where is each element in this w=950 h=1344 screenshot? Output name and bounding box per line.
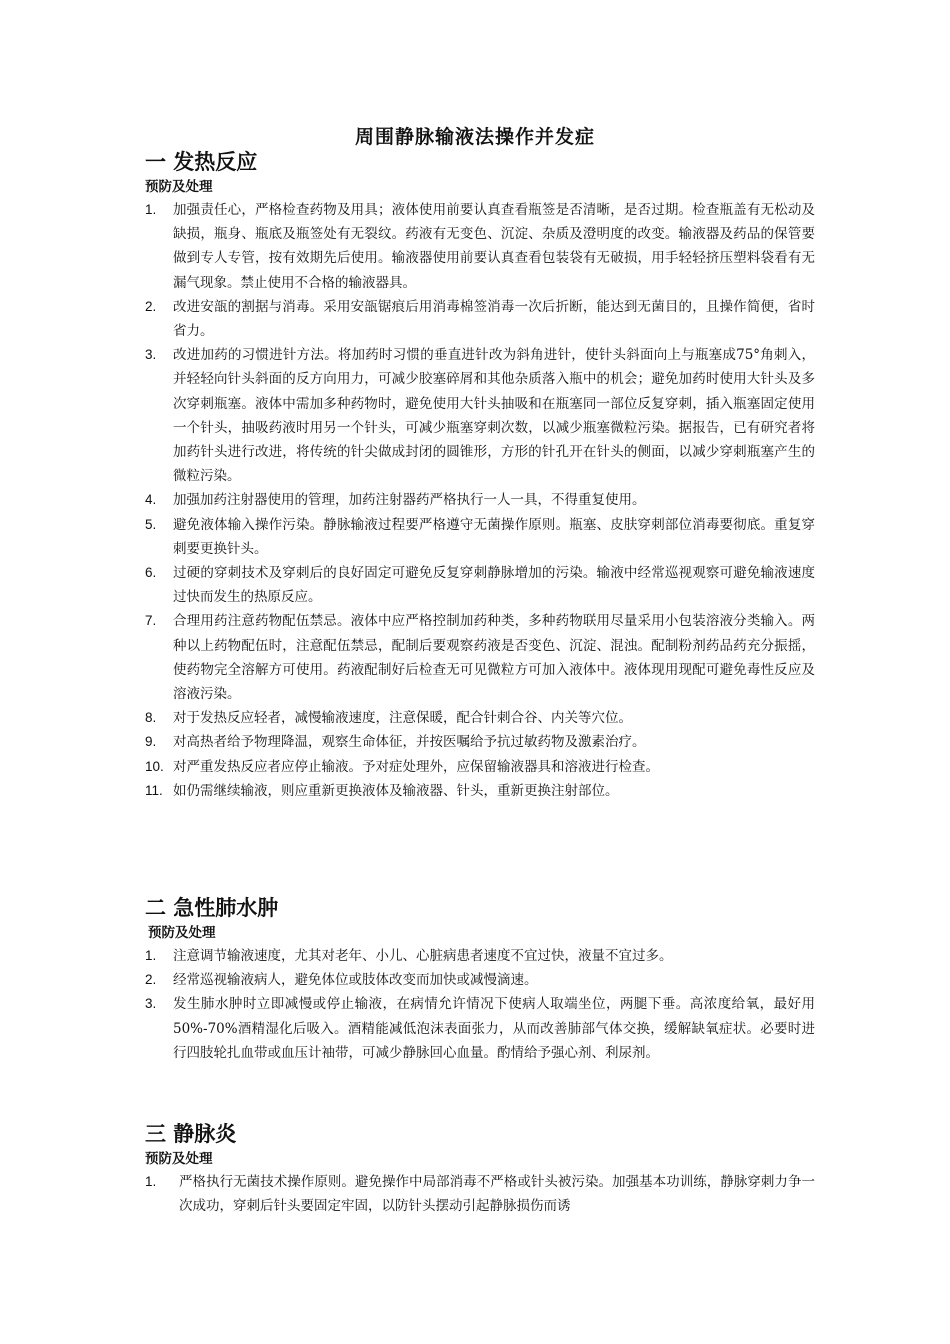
item-number: 8. <box>145 710 157 726</box>
list-item <box>145 513 815 561</box>
item-number: 2. <box>145 972 157 988</box>
item-text: 过硬的穿刺技术及穿刺后的良好固定可避免反复穿刺静脉增加的污染。输液中经常巡视观察可避免输液速度过快而发生的热原反应。 <box>173 565 815 606</box>
item-text: 加强加药注射器使用的管理，加药注射器药严格执行一人一具，不得重复使用。 <box>173 492 646 509</box>
item-number: 1. <box>145 202 157 217</box>
item-number: 4. <box>145 492 157 508</box>
section-acute-pulmonary-edema <box>145 894 815 1065</box>
list-item <box>145 198 815 295</box>
list-item <box>145 755 815 779</box>
item-number: 1. <box>145 1174 157 1189</box>
list-item <box>145 609 815 706</box>
list-item <box>145 779 815 803</box>
item-text: 改进安瓿的割据与消毒。采用安瓿锯痕后用消毒棉签消毒一次后折断，能达到无菌目的，且操作简便，省时省力。 <box>173 298 815 340</box>
section-heading: 三 静脉炎 <box>145 1122 237 1146</box>
section-subheading: 预防及处理 <box>148 925 216 941</box>
item-text: 对于发热反应轻者，减慢输液速度，注意保暖，配合针刺合谷、内关等穴位。 <box>173 710 632 727</box>
list-item <box>145 944 815 968</box>
item-text: 注意调节输液速度，尤其对老年、小儿、心脏病患者速度不宜过快，液量不宜过多。 <box>173 948 673 964</box>
item-text: 严格执行无菌技术操作原则。避免操作中局部消毒不严格或针头被污染。加强基本功训练，静脉穿刺力争一次成功，穿刺后针头要固定牢固，以防针头摆动引起静脉损伤而诱 <box>179 1174 815 1215</box>
measure-list <box>145 1170 815 1218</box>
item-number: 3. <box>145 347 157 363</box>
list-item <box>145 488 815 512</box>
section-subheading: 预防及处理 <box>145 1151 213 1167</box>
item-number: 11. <box>145 782 163 798</box>
section-fever-reaction <box>145 148 815 803</box>
section-heading: 一 发热反应 <box>145 150 258 174</box>
list-item <box>145 295 815 343</box>
item-text: 对高热者给予物理降温，观察生命体征，并按医嘱给予抗过敏药物及激素治疗。 <box>173 734 646 751</box>
item-number: 5. <box>145 516 157 532</box>
section-subheading: 预防及处理 <box>145 179 213 195</box>
item-text: 合理用药注意药物配伍禁忌。液体中应严格控制加药种类，多种药物联用尽量采用小包装溶液分类输入。两种以上药物配伍时，注意配伍禁忌，配制后要观察药液是否变色、沉淀、混浊。配制粉剂药品药充分振摇，使药物完全溶解方可使用。药液配制好后检查无可见微粒方可加入液体中。液体现用现配可避免毒性反应及溶液污染。 <box>173 613 815 703</box>
item-text: 改进加药的习惯进针方法。将加药时习惯的垂直进针改为斜角进针，使针头斜面向上与瓶塞成75°角刺入，并轻轻向针头斜面的反方向用力，可减少胶塞碎屑和其他杂质落入瓶中的机会；避免加药时使用大针头及多次穿刺瓶塞。液体中需加多种药物时，避免使用大针头抽吸和在瓶塞同一部位反复穿刺，插入瓶塞固定使用一个针头，抽吸药液时用另一个针头，可减少瓶塞穿刺次数，以减少瓶塞微粒污染。据报告，已有研究者将加药针头进行改进，将传统的针尖做成封闭的圆锥形，方形的针孔开在针头的侧面，以减少穿刺瓶塞产生的微粒污染。 <box>173 347 815 485</box>
section-heading: 二 急性肺水肿 <box>145 896 279 920</box>
item-text: 发生肺水肿时立即减慢或停止输液，在病情允许情况下使病人取端坐位，两腿下垂。高浓度给氧，最好用50%-70%酒精湿化后吸入。酒精能减低泡沫表面张力，从而改善肺部气体交换，缓解缺氧症状。必要时进行四肢轮扎血带或血压计袖带，可减少静脉回心血量。酌情给予强心剂、利尿剂。 <box>173 996 815 1061</box>
item-text: 加强责任心，严格检查药物及用具；液体使用前要认真查看瓶签是否清晰，是否过期。检查瓶盖有无松动及缺损，瓶身、瓶底及瓶签处有无裂纹。药液有无变色、沉淀、杂质及澄明度的改变。输液器及药品的保管要做到专人专管，按有效期先后使用。输液器使用前要认真查看包装袋有无破损，用手轻轻挤压塑料袋看有无漏气现象。禁止使用不合格的输液器具。 <box>173 202 815 291</box>
item-text: 避免液体输入操作污染。静脉输液过程要严格遵守无菌操作原则。瓶塞、皮肤穿刺部位消毒要彻底。重复穿刺要更换针头。 <box>173 516 815 557</box>
item-number: 10. <box>145 758 164 774</box>
item-number: 1. <box>145 948 157 963</box>
list-item <box>145 968 815 992</box>
item-text: 如仍需继续输液，则应重新更换液体及输液器、针头，重新更换注射部位。 <box>173 782 619 799</box>
list-item <box>145 992 815 1065</box>
item-text: 经常巡视输液病人，避免体位或肢体改变而加快或减慢滴速。 <box>173 972 538 989</box>
measure-list <box>145 198 815 803</box>
section-phlebitis <box>145 1120 815 1218</box>
item-number: 6. <box>145 565 157 581</box>
list-item <box>145 1170 815 1218</box>
list-item <box>145 706 815 730</box>
item-text: 对严重发热反应者应停止输液。予对症处理外，应保留输液器具和溶液进行检查。 <box>173 758 659 775</box>
item-number: 2. <box>145 298 157 314</box>
list-item <box>145 343 815 488</box>
list-item <box>145 730 815 754</box>
document-title: 周围静脉输液法操作并发症 <box>354 126 595 148</box>
list-item <box>145 561 815 609</box>
measure-list <box>145 944 815 1065</box>
item-number: 7. <box>145 613 157 629</box>
item-number: 3. <box>145 996 157 1012</box>
item-number: 9. <box>145 734 157 750</box>
